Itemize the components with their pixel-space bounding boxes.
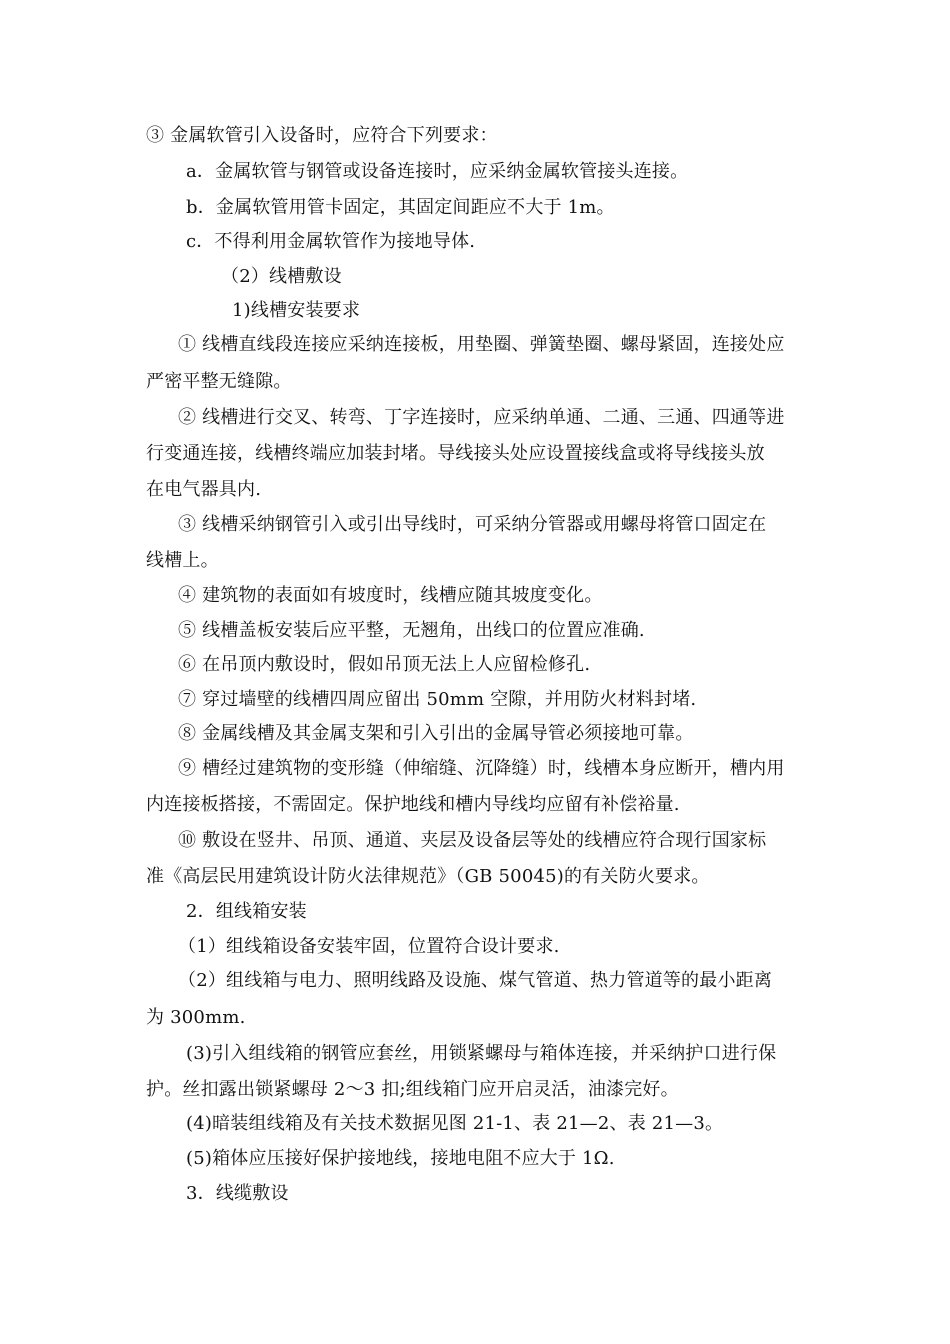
text-line: 线槽上。 [146,550,219,571]
text-line: 行变通连接，线槽终端应加装封堵。导线接头处应设置接线盒或将导线接头放 [146,443,765,464]
text-line: ⑩ 敷设在竖井、吊顶、通道、夹层及设备层等处的线槽应符合现行国家标 [178,830,767,851]
text-line: (5)箱体应压接好保护接地线，接地电阻不应大于 1Ω. [186,1148,615,1169]
text-line: 内连接板搭接，不需固定。保护地线和槽内导线均应留有补偿裕量. [146,794,680,815]
text-line: ⑤ 线槽盖板安装后应平整，无翘角，出线口的位置应准确. [178,620,645,641]
text-line: 严密平整无缝隙。 [146,371,292,392]
text-line: ⑨ 槽经过建筑物的变形缝（伸缩缝、沉降缝）时，线槽本身应断开，槽内用 [178,758,785,779]
text-line: （2）组线箱与电力、照明线路及设施、煤气管道、热力管道等的最小距离 [178,970,773,991]
text-line: ⑧ 金属线槽及其金属支架和引入引出的金属导管必须接地可靠。 [178,723,694,744]
text-line: (3)引入组线箱的钢管应套丝，用锁紧螺母与箱体连接，并采纳护口进行保 [186,1043,777,1064]
text-line: ⑥ 在吊顶内敷设时，假如吊顶无法上人应留检修孔. [178,654,591,675]
text-line: b．金属软管用管卡固定，其固定间距应不大于 1m。 [186,197,615,218]
section-heading: 2．组线箱安装 [186,901,307,922]
section-heading: （2）线槽敷设 [221,266,342,287]
text-line: （1）组线箱设备安装牢固，位置符合设计要求. [178,936,560,957]
text-line: ③ 金属软管引入设备时，应符合下列要求： [146,125,498,146]
text-line: ⑦ 穿过墙壁的线槽四周应留出 50mm 空隙，并用防火材料封堵. [178,689,697,710]
subsection-heading: 1)线槽安装要求 [232,300,361,321]
text-line: ② 线槽进行交叉、转弯、丁字连接时，应采纳单通、二通、三通、四通等进 [178,407,785,428]
text-line: (4)暗装组线箱及有关技术数据见图 21-1、表 21—2、表 21—3。 [186,1113,724,1134]
text-line: ④ 建筑物的表面如有坡度时，线槽应随其坡度变化。 [178,585,603,606]
text-line: 在电气器具内. [146,479,262,500]
text-line: ③ 线槽采纳钢管引入或引出导线时，可采纳分管器或用螺母将管口固定在 [178,514,767,535]
text-line: 护。丝扣露出锁紧螺母 2～3 扣;组线箱门应开启灵活，油漆完好。 [146,1079,679,1100]
section-heading: 3．线缆敷设 [186,1183,289,1204]
text-line: ① 线槽直线段连接应采纳连接板，用垫圈、弹簧垫圈、螺母紧固，连接处应 [178,334,785,355]
text-line: c．不得利用金属软管作为接地导体. [186,231,476,252]
text-line: 为 300mm. [146,1007,246,1028]
text-line: a．金属软管与钢管或设备连接时，应采纳金属软管接头连接。 [186,161,689,182]
text-line: 准《高层民用建筑设计防火法律规范》（GB 50045)的有关防火要求。 [146,866,710,887]
